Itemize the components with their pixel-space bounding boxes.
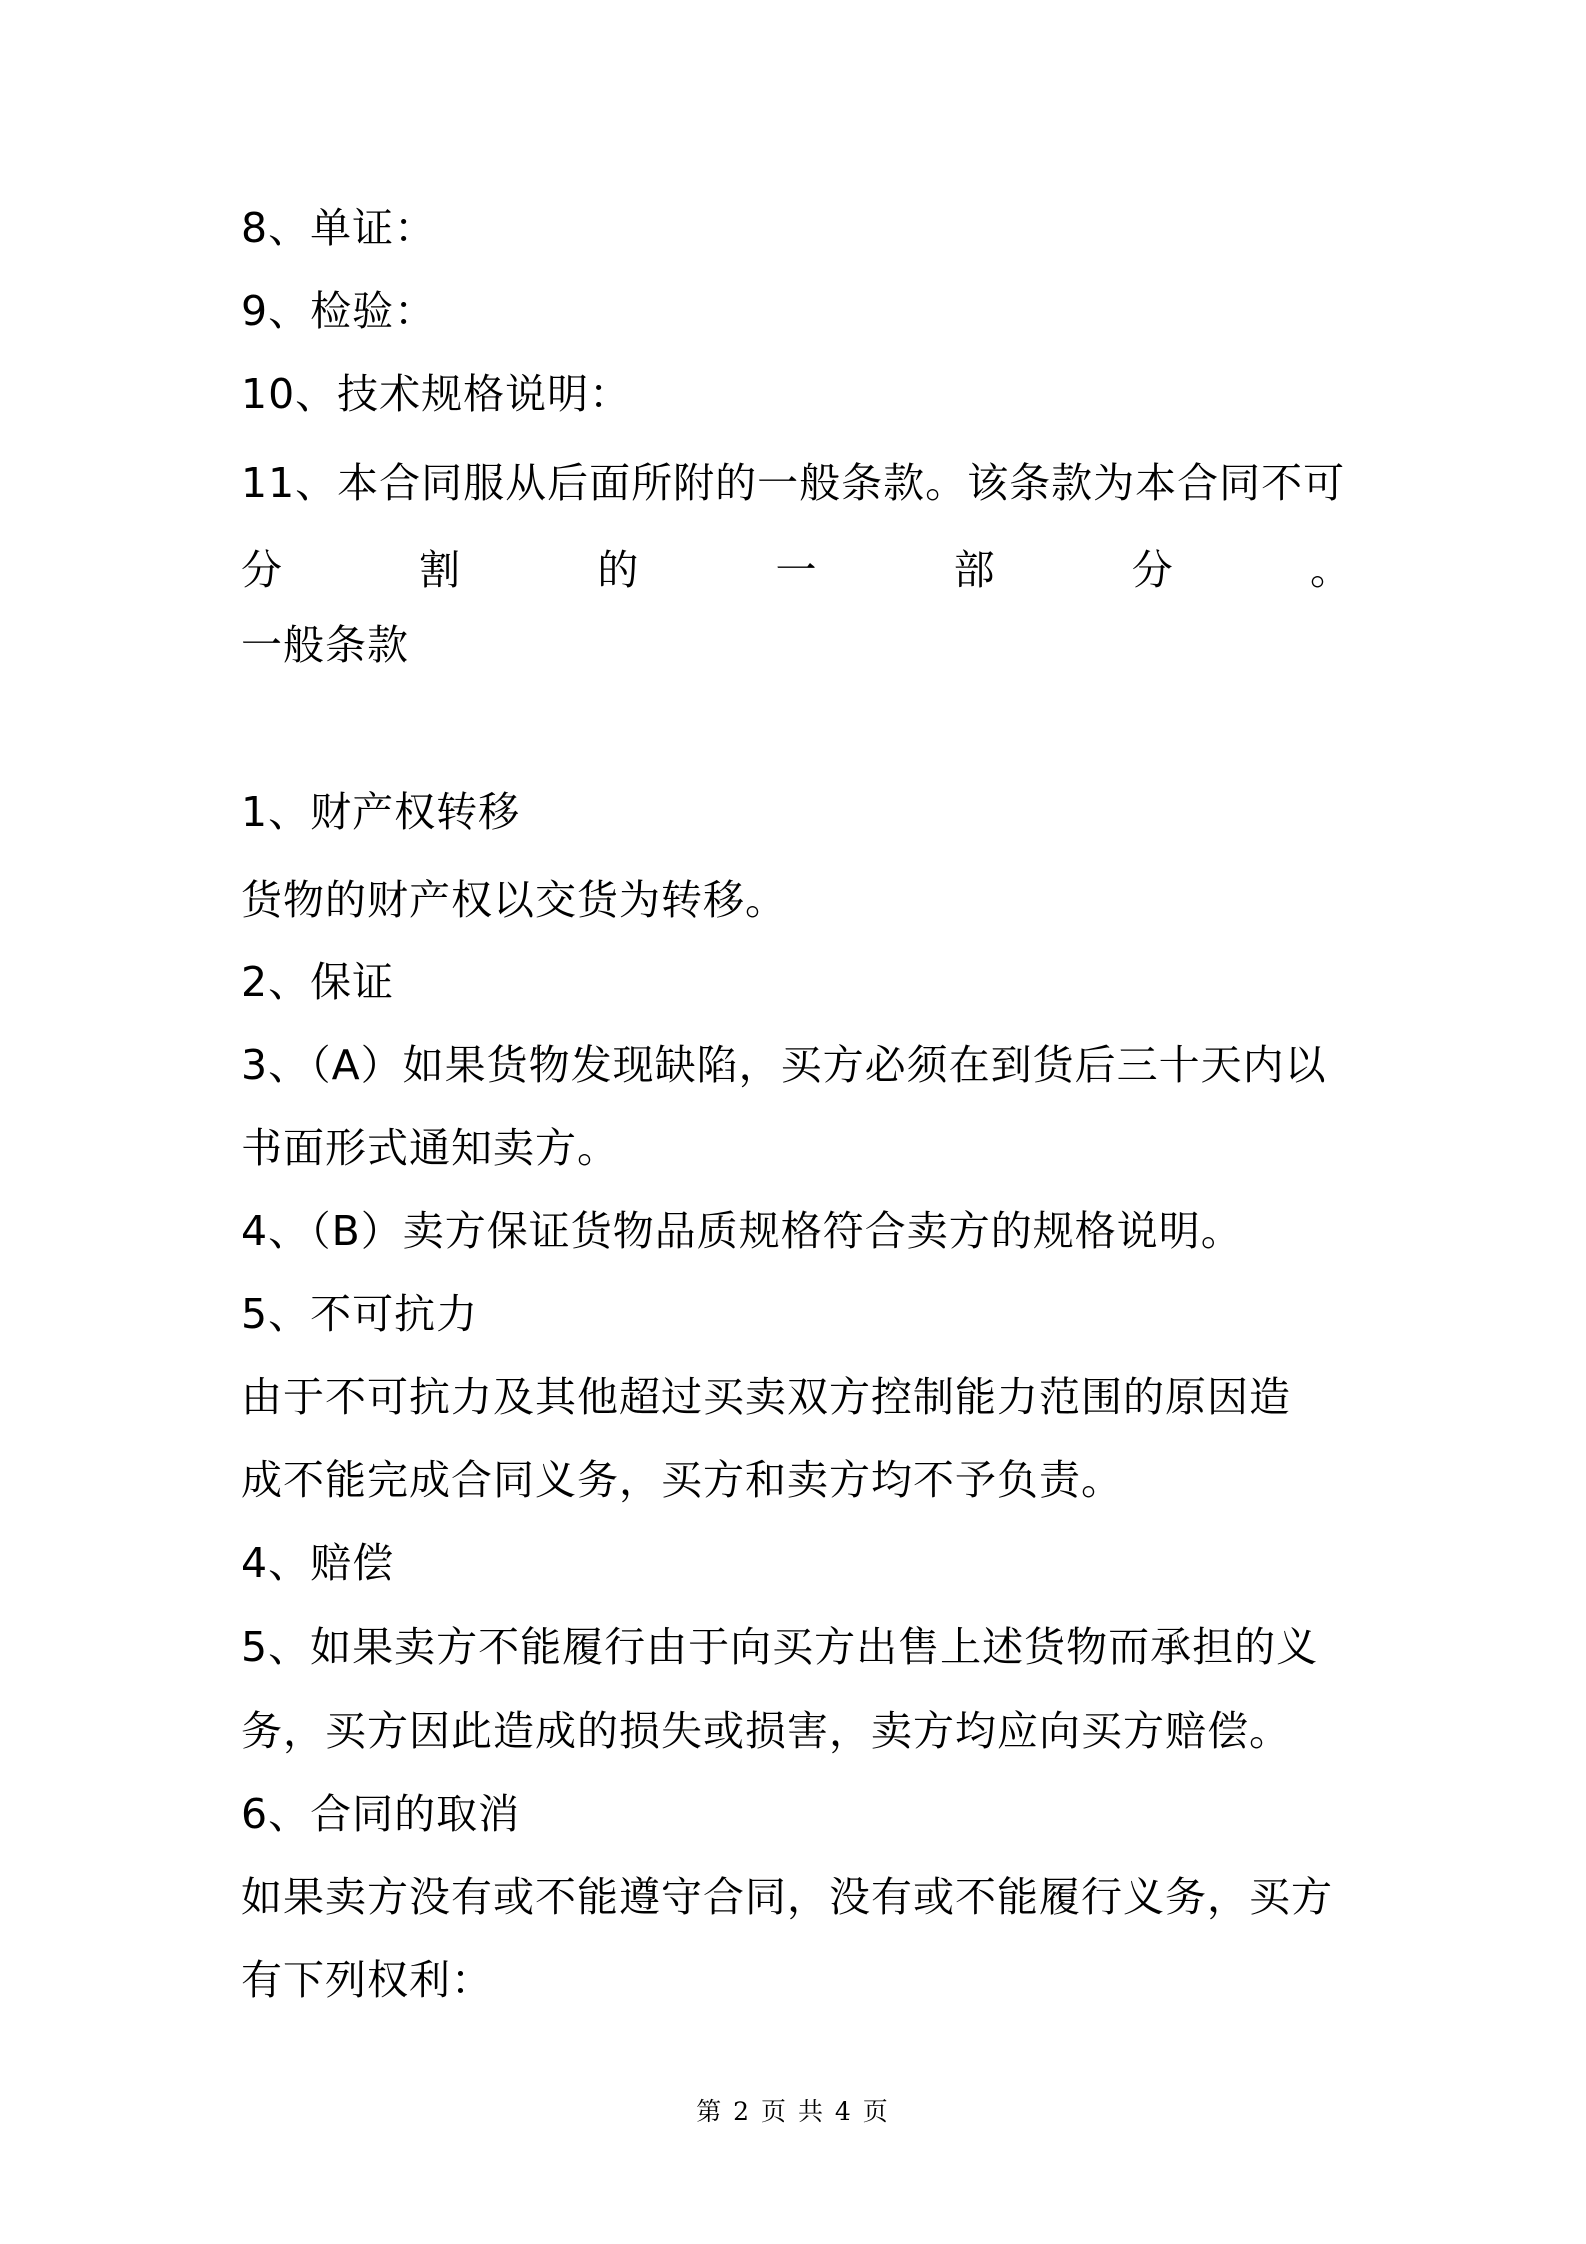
term-4-line: 4、（B）卖方保证货物品质规格符合卖方的规格说明。 xyxy=(241,1207,1243,1255)
term-2-title: 2、保证 xyxy=(241,958,395,1006)
term-3-line-2: 书面形式通知卖方。 xyxy=(241,1124,619,1172)
term-6-body-line-1: 如果卖方没有或不能遵守合同，没有或不能履行义务，买方 xyxy=(241,1873,1333,1921)
page-number-footer: 第 2 页 共 4 页 xyxy=(696,2097,890,2126)
clause-11-line-1: 11、本合同服从后面所附的一般条款。该条款为本合同不可 xyxy=(241,459,1346,507)
spread-char: 分 xyxy=(1131,546,1173,594)
clause-11-line-2 xyxy=(241,542,1351,598)
term-1-title: 1、财产权转移 xyxy=(241,788,521,836)
spread-char: 的 xyxy=(597,546,639,594)
general-terms-heading: 一般条款 xyxy=(241,621,409,669)
clause-8-documents: 8、单证： xyxy=(241,204,437,252)
spread-char: 一 xyxy=(775,546,817,594)
compensation-line-1: 5、如果卖方不能履行由于向买方出售上述货物而承担的义 xyxy=(241,1623,1319,1671)
clause-9-inspection: 9、检验： xyxy=(241,287,437,335)
compensation-title: 4、赔偿 xyxy=(241,1539,395,1587)
term-1-body: 货物的财产权以交货为转移。 xyxy=(241,876,787,924)
term-6-body-line-2: 有下列权利： xyxy=(241,1956,493,2004)
spread-char: 部 xyxy=(953,546,995,594)
compensation-line-2: 务，买方因此造成的损失或损害，卖方均应向买方赔偿。 xyxy=(241,1707,1291,1755)
term-5-body-line-1: 由于不可抗力及其他超过买卖双方控制能力范围的原因造 xyxy=(241,1373,1291,1421)
spread-char: 。 xyxy=(1309,546,1351,594)
spread-char: 分 xyxy=(241,546,282,594)
spread-char: 割 xyxy=(419,546,461,594)
term-5-body-line-2: 成不能完成合同义务，买方和卖方均不予负责。 xyxy=(241,1456,1123,1504)
term-6-title: 6、合同的取消 xyxy=(241,1790,521,1838)
term-3-line-1: 3、（A）如果货物发现缺陷，买方必须在到货后三十天内以 xyxy=(241,1041,1327,1089)
clause-10-technical-specs: 10、技术规格说明： xyxy=(241,370,632,418)
term-5-title: 5、不可抗力 xyxy=(241,1290,479,1338)
